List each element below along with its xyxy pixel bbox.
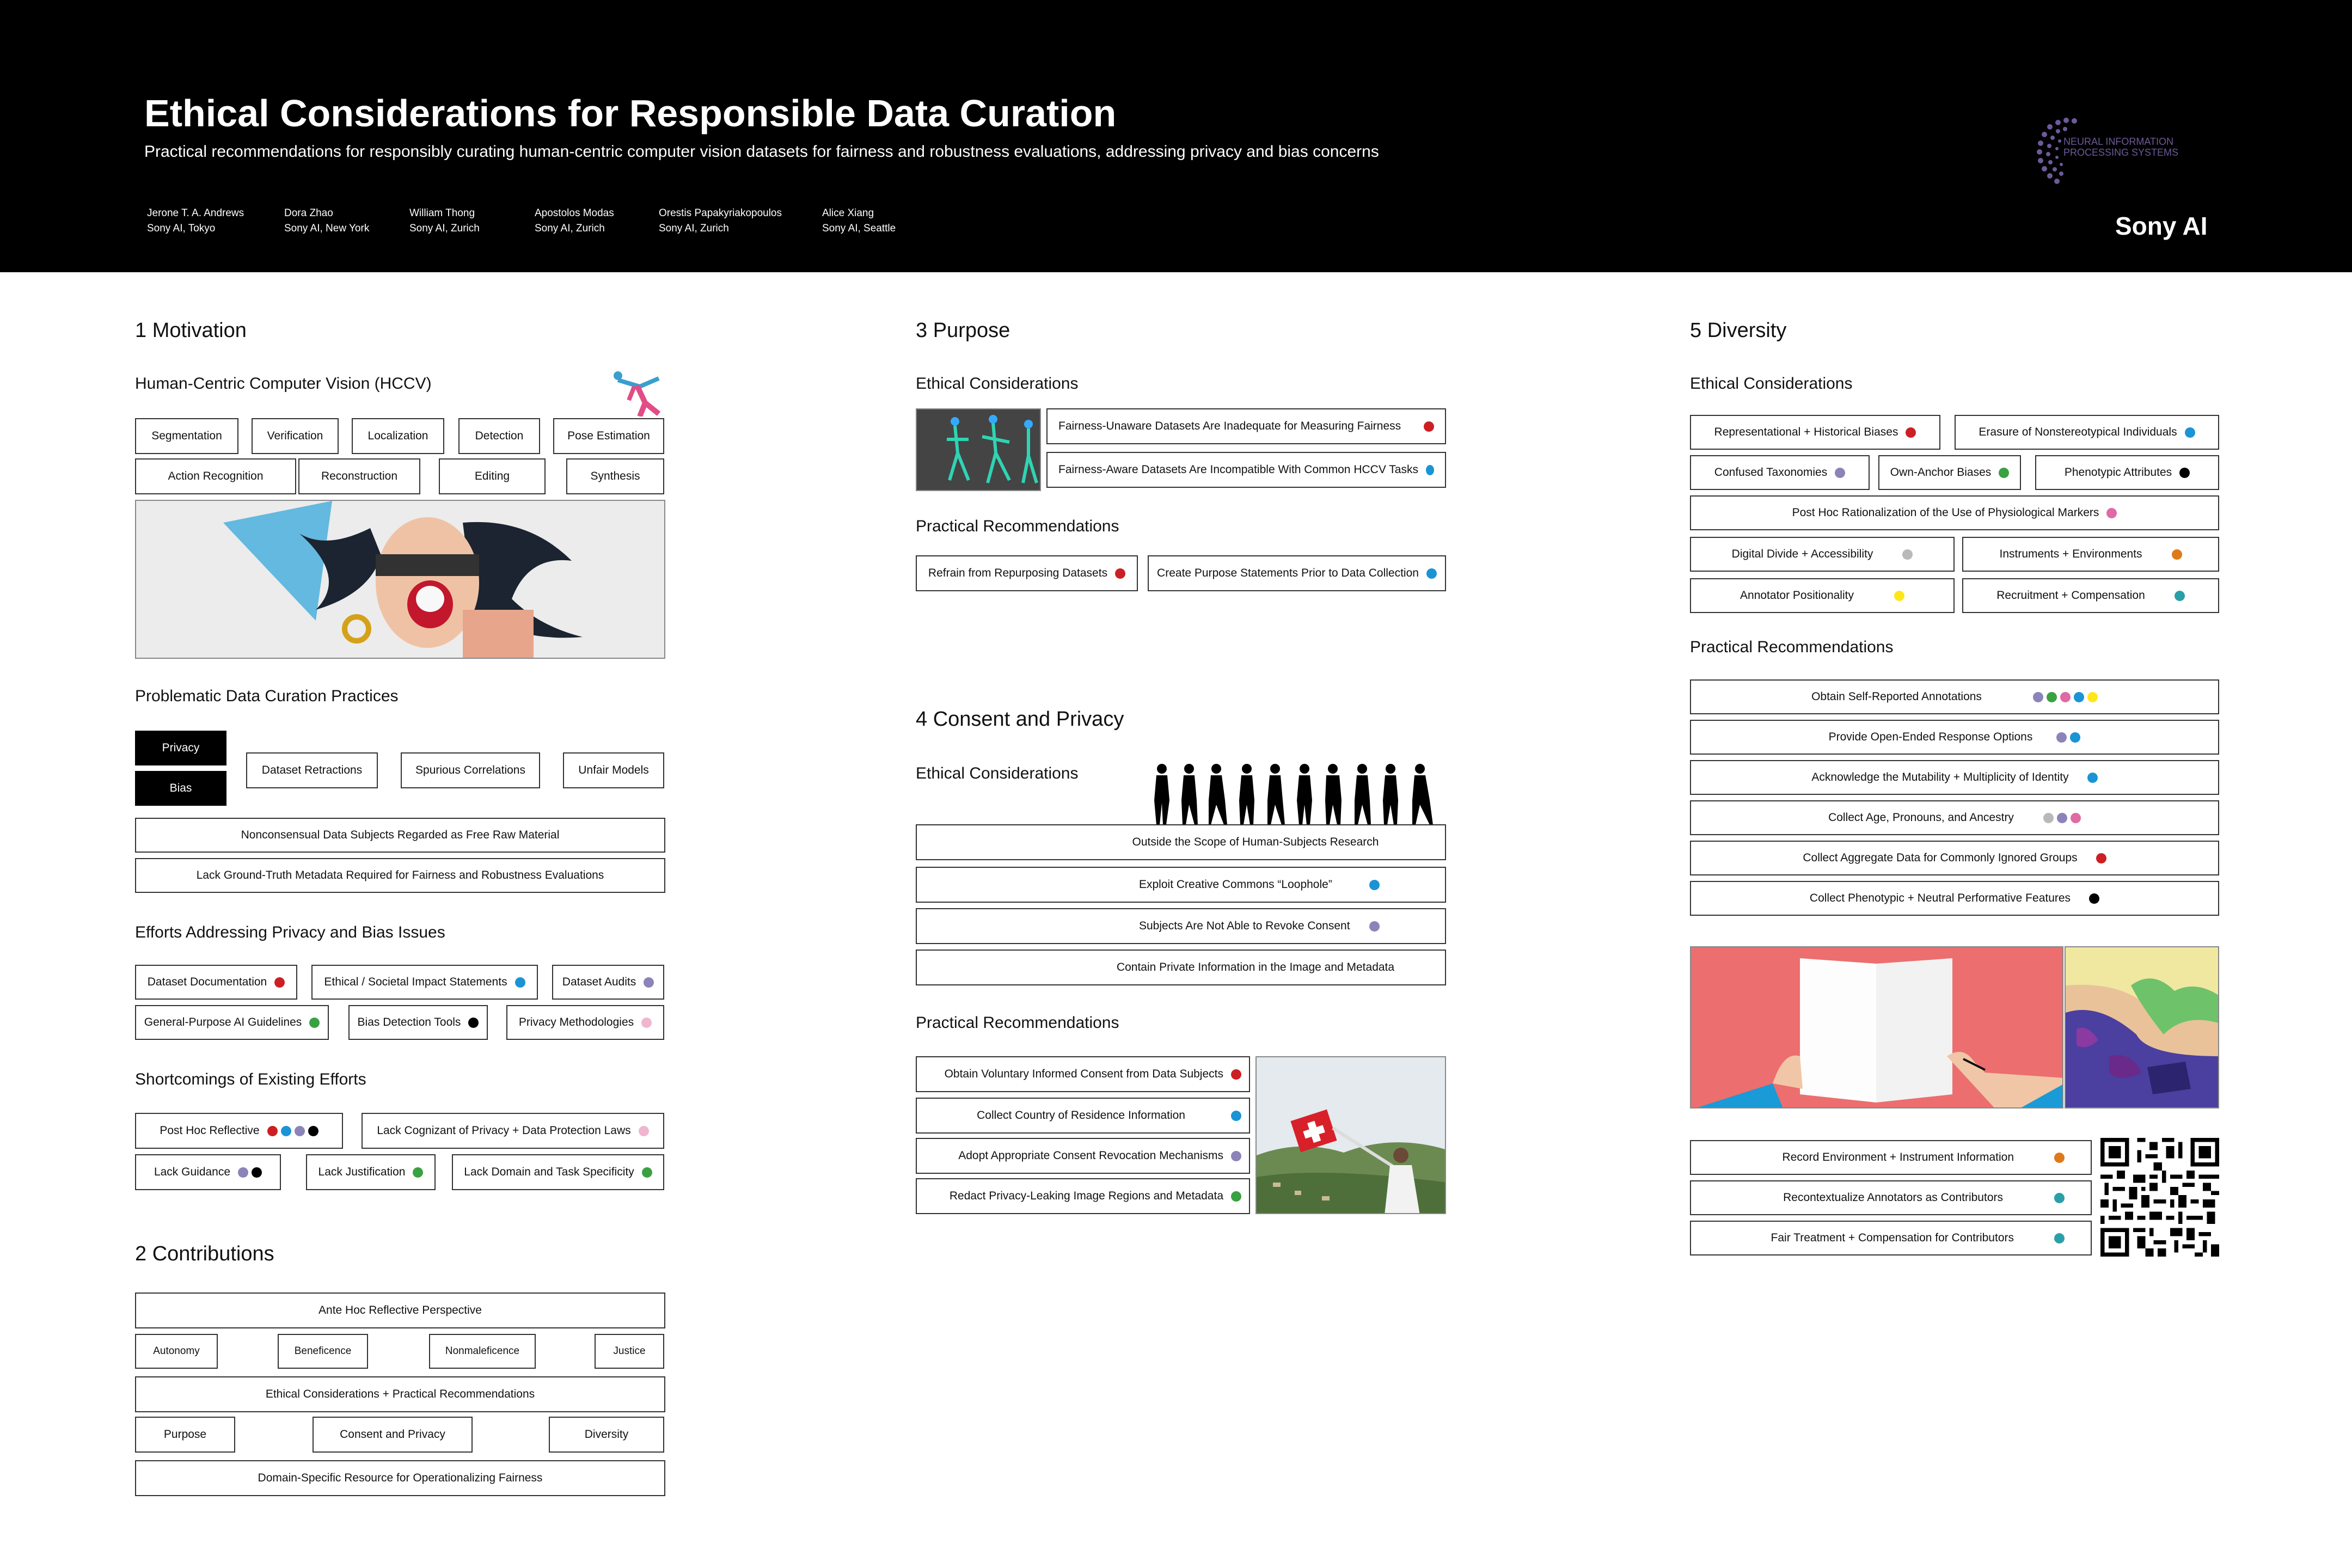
effort-item: Ethical / Societal Impact Statements bbox=[311, 965, 538, 1000]
problem-row: Nonconsensual Data Subjects Regarded as Free Raw Material bbox=[135, 818, 665, 853]
color-dot bbox=[641, 1018, 652, 1028]
diversity-ec-item: Annotator Positionality bbox=[1690, 578, 1955, 613]
section-heading-contributions: 2 Contributions bbox=[135, 1242, 274, 1265]
ec-pr-box: Ethical Considerations + Practical Recommendations bbox=[135, 1376, 665, 1412]
poster-header bbox=[0, 0, 2352, 272]
author: Apostolos Modas Sony AI, Zurich bbox=[535, 207, 614, 234]
task-localization: Localization bbox=[352, 418, 444, 454]
qr-code-icon[interactable] bbox=[2100, 1138, 2219, 1257]
diversity-ec-item: Post Hoc Rationalization of the Use of Physiological Markers bbox=[1690, 495, 2219, 530]
effort-item: Bias Detection Tools bbox=[348, 1005, 488, 1040]
diversity-pr-item: Collect Aggregate Data for Commonly Ignored Groups bbox=[1690, 841, 2219, 875]
poster-title: Ethical Considerations for Responsible Data Curation bbox=[144, 92, 1117, 134]
ante-hoc-box: Ante Hoc Reflective Perspective bbox=[135, 1293, 665, 1328]
shortcoming-item: Post Hoc Reflective bbox=[135, 1113, 343, 1149]
task-pose-estimation: Pose Estimation bbox=[553, 418, 664, 454]
purpose-pr-title: Practical Recommendations bbox=[916, 517, 1119, 535]
principle-beneficence: Beneficence bbox=[278, 1334, 368, 1369]
consent-ec-item: Contain Private Information in the Image and Metadata bbox=[916, 950, 1446, 985]
task-reconstruction: Reconstruction bbox=[298, 458, 420, 494]
effort-item: Privacy Methodologies bbox=[506, 1005, 664, 1040]
hccv-face-image bbox=[135, 500, 665, 659]
diversity-ec-item: Recruitment + Compensation bbox=[1962, 578, 2219, 613]
author: William Thong Sony AI, Zurich bbox=[409, 207, 480, 234]
purpose-ec-item: Fairness-Unaware Datasets Are Inadequate for Measuring Fairness bbox=[1046, 408, 1446, 444]
color-dot bbox=[644, 977, 654, 988]
people-silhouettes-icon bbox=[1148, 762, 1446, 826]
problem-spurious-correlations: Spurious Correlations bbox=[401, 752, 540, 788]
color-dot bbox=[468, 1018, 479, 1028]
diversity-ec-item: Own-Anchor Biases bbox=[1878, 455, 2021, 490]
author: Alice Xiang Sony AI, Seattle bbox=[822, 207, 896, 234]
shortcoming-item: Lack Guidance bbox=[135, 1154, 281, 1190]
author: Jerone T. A. Andrews Sony AI, Tokyo bbox=[147, 207, 244, 234]
shortcomings-title: Shortcomings of Existing Efforts bbox=[135, 1070, 366, 1088]
diversity-ec-item: Instruments + Environments bbox=[1962, 537, 2219, 572]
sony-ai-logo: Sony AI bbox=[2115, 212, 2208, 240]
task-detection: Detection bbox=[458, 418, 540, 454]
task-editing: Editing bbox=[439, 458, 546, 494]
effort-item: Dataset Audits bbox=[552, 965, 664, 1000]
purpose-pr-item: Refrain from Repurposing Datasets bbox=[916, 555, 1138, 591]
consent-ec-item: Outside the Scope of Human-Subjects Research bbox=[916, 824, 1446, 860]
diversity-ec-item: Phenotypic Attributes bbox=[2035, 455, 2219, 490]
swiss-flag-photo bbox=[1255, 1056, 1446, 1214]
color-dot bbox=[309, 1018, 320, 1028]
task-synthesis: Synthesis bbox=[566, 458, 664, 494]
purpose-ec-item: Fairness-Aware Datasets Are Incompatible With Common HCCV Tasks bbox=[1046, 452, 1446, 488]
task-verification: Verification bbox=[252, 418, 339, 454]
task-segmentation: Segmentation bbox=[135, 418, 238, 454]
efforts-title: Efforts Addressing Privacy and Bias Issues bbox=[135, 923, 445, 941]
task-action-recognition: Action Recognition bbox=[135, 458, 296, 494]
effort-item: General-Purpose AI Guidelines bbox=[135, 1005, 329, 1040]
effort-item: Dataset Documentation bbox=[135, 965, 297, 1000]
neurips-logo-text: NEURAL INFORMATION PROCESSING SYSTEMS bbox=[2063, 136, 2179, 158]
purpose-pr-item: Create Purpose Statements Prior to Data Collection bbox=[1148, 555, 1446, 591]
diversity-pr-item: Recontextualize Annotators as Contributors bbox=[1690, 1180, 2092, 1215]
diversity-pr-item: Collect Age, Pronouns, and Ancestry bbox=[1690, 800, 2219, 835]
diversity-ec-item: Digital Divide + Accessibility bbox=[1690, 537, 1955, 572]
section-heading-diversity: 5 Diversity bbox=[1690, 319, 1787, 342]
section-heading-purpose: 3 Purpose bbox=[916, 319, 1010, 342]
diversity-pr-title: Practical Recommendations bbox=[1690, 638, 1894, 656]
diversity-ec-item: Confused Taxonomies bbox=[1690, 455, 1870, 490]
diversity-pr-item: Record Environment + Instrument Information bbox=[1690, 1140, 2092, 1175]
consent-pr-item: Adopt Appropriate Consent Revocation Mechanisms bbox=[916, 1138, 1250, 1174]
problematic-title: Problematic Data Curation Practices bbox=[135, 687, 399, 705]
diversity-ec-item: Representational + Historical Biases bbox=[1690, 415, 1940, 450]
diversity-pr-item: Fair Treatment + Compensation for Contributors bbox=[1690, 1221, 2092, 1255]
principle-nonmaleficence: Nonmaleficence bbox=[429, 1334, 536, 1369]
author: Dora Zhao Sony AI, New York bbox=[284, 207, 370, 234]
resource-box: Domain-Specific Resource for Operationalizing Fairness bbox=[135, 1460, 665, 1496]
section-heading-motivation: 1 Motivation bbox=[135, 319, 247, 342]
color-dot bbox=[515, 977, 525, 988]
purpose-pose-image bbox=[916, 408, 1041, 491]
diversity-pr-item: Acknowledge the Mutability + Multiplicity of Identity bbox=[1690, 760, 2219, 795]
area-purpose: Purpose bbox=[135, 1417, 235, 1453]
principle-justice: Justice bbox=[595, 1334, 664, 1369]
problem-unfair-models: Unfair Models bbox=[563, 752, 664, 788]
problem-dataset-retractions: Dataset Retractions bbox=[246, 752, 378, 788]
segmentation-map-image bbox=[2065, 946, 2219, 1108]
bias-box: Bias bbox=[135, 771, 226, 806]
shortcoming-item: Lack Domain and Task Specificity bbox=[452, 1154, 664, 1190]
diversity-ec-item: Erasure of Nonstereotypical Individuals bbox=[1955, 415, 2219, 450]
shortcoming-item: Lack Justification bbox=[306, 1154, 436, 1190]
poster-subtitle: Practical recommendations for responsibly curating human-centric computer vision datasets for fairness and robustness evaluations, addressing privacy and bias concerns bbox=[144, 143, 1379, 161]
pose-figure-icon bbox=[607, 370, 667, 416]
color-dot bbox=[274, 977, 285, 988]
consent-ec-item: Subjects Are Not Able to Revoke Consent bbox=[916, 908, 1446, 944]
principle-autonomy: Autonomy bbox=[135, 1334, 218, 1369]
consent-pr-item: Redact Privacy-Leaking Image Regions and Metadata bbox=[916, 1178, 1250, 1214]
purpose-ec-title: Ethical Considerations bbox=[916, 375, 1079, 393]
hccv-title: Human-Centric Computer Vision (HCCV) bbox=[135, 375, 432, 393]
diversity-pr-item: Obtain Self-Reported Annotations bbox=[1690, 679, 2219, 714]
problem-row: Lack Ground-Truth Metadata Required for Fairness and Robustness Evaluations bbox=[135, 858, 665, 893]
consent-pr-item: Collect Country of Residence Information bbox=[916, 1098, 1250, 1134]
consent-pr-item: Obtain Voluntary Informed Consent from Data Subjects bbox=[916, 1056, 1250, 1092]
consent-ec-item: Exploit Creative Commons “Loophole” bbox=[916, 867, 1446, 903]
area-diversity: Diversity bbox=[549, 1417, 664, 1453]
diversity-pr-item: Provide Open-Ended Response Options bbox=[1690, 720, 2219, 755]
area-consent-privacy: Consent and Privacy bbox=[313, 1417, 473, 1453]
section-heading-consent: 4 Consent and Privacy bbox=[916, 708, 1124, 731]
privacy-box: Privacy bbox=[135, 731, 226, 765]
diversity-ec-title: Ethical Considerations bbox=[1690, 375, 1853, 393]
diversity-pr-item: Collect Phenotypic + Neutral Performative Features bbox=[1690, 881, 2219, 916]
consent-pr-title: Practical Recommendations bbox=[916, 1014, 1119, 1032]
shortcoming-item: Lack Cognizant of Privacy + Data Protection Laws bbox=[362, 1113, 664, 1149]
author: Orestis Papakyriakopoulos Sony AI, Zurich bbox=[659, 207, 782, 234]
consent-ec-title: Ethical Considerations bbox=[916, 764, 1079, 782]
book-annotation-photo bbox=[1690, 946, 2063, 1108]
